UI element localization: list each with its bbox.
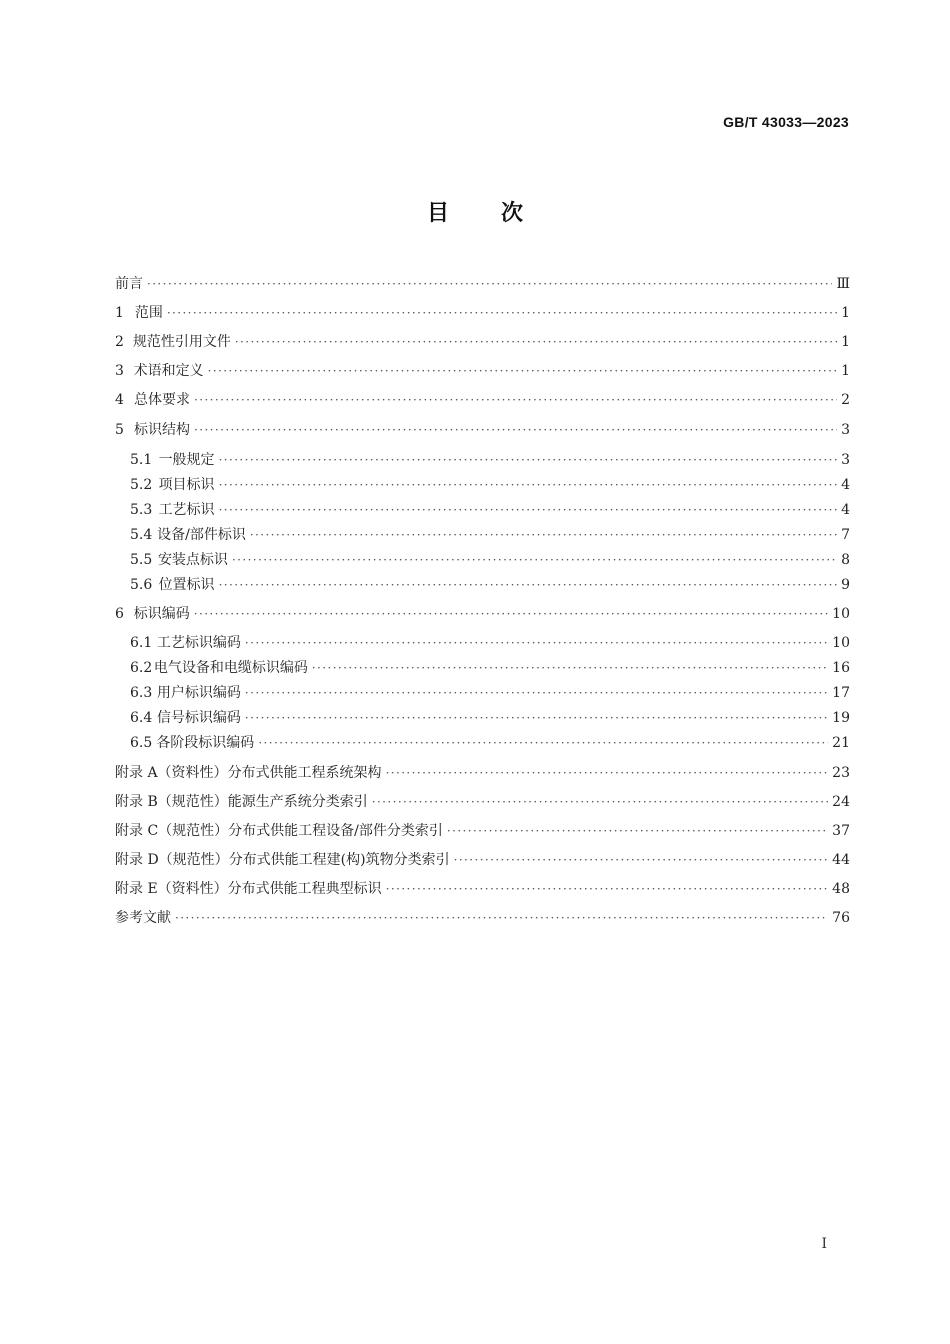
dot-leader: [245, 681, 828, 705]
toc-entry-label: 标识编码: [133, 606, 190, 622]
toc-entry-label: 规范性引用文件: [132, 334, 231, 350]
toc-entry-label: 工艺标识: [158, 502, 215, 518]
toc-entry[interactable]: [130, 523, 850, 547]
toc-entry-number: 6.4: [130, 710, 153, 726]
dot-leader: [235, 330, 837, 354]
toc-entry-number: 附录 B（规范性）: [115, 794, 228, 810]
toc-entry-label: 总体要求: [134, 392, 191, 408]
page-number: I: [821, 1236, 827, 1252]
toc-entry[interactable]: [130, 473, 850, 497]
page-title: 目次: [426, 201, 575, 226]
toc-entry-page: 4: [841, 502, 850, 518]
toc-entry-number: 5.1: [130, 452, 153, 468]
toc-entry-number: 附录 D（规范性）: [115, 852, 229, 868]
dot-leader: [447, 819, 828, 843]
toc-entry[interactable]: [115, 761, 850, 785]
toc-entry-number: 5.3: [130, 502, 153, 518]
toc-entry-label: 标识结构: [134, 422, 191, 438]
toc-entry-page: 44: [832, 852, 850, 868]
toc-entry-page: 9: [841, 577, 850, 593]
toc-entry-label: 安装点标识: [157, 552, 228, 568]
dot-leader: [312, 656, 828, 680]
toc-entry[interactable]: [115, 330, 850, 354]
toc-entry-number: 附录 E（资料性）: [115, 881, 228, 897]
toc-entry-number: 2: [115, 334, 124, 350]
dot-leader: [232, 548, 837, 572]
dot-leader: [194, 418, 837, 442]
toc-entry[interactable]: [115, 388, 850, 412]
toc-entry[interactable]: [115, 359, 850, 383]
toc-entry-label: 分布式供能工程系统架构: [227, 765, 382, 781]
toc-entry-label: 分布式供能工程典型标识: [227, 881, 382, 897]
dot-leader: [219, 573, 838, 597]
toc-entry-label: 分布式供能工程设备/部件分类索引: [228, 823, 443, 839]
toc-entry-number: 3: [115, 363, 124, 379]
dot-leader: [250, 523, 837, 547]
toc-entry-page: 3: [841, 422, 850, 438]
dot-leader: [175, 906, 828, 930]
toc-entry-page: 19: [832, 710, 850, 726]
toc-entry[interactable]: [115, 272, 850, 296]
toc-entry-page: 1: [841, 363, 850, 379]
toc-entry-page: 7: [841, 527, 850, 543]
toc-entry-number: 1: [115, 305, 124, 321]
toc-entry-number: 5: [115, 422, 124, 438]
dot-leader: [194, 388, 837, 412]
toc-entry-label: 术语和定义: [133, 363, 204, 379]
toc-entry-page: 21: [832, 735, 850, 751]
toc-entry-label: 范围: [134, 305, 163, 321]
toc-entry-number: 6.5: [130, 735, 153, 751]
toc-entry-page: Ⅲ: [836, 276, 850, 292]
toc-entry[interactable]: [115, 790, 850, 814]
toc-entry-page: 24: [832, 794, 850, 810]
dot-leader: [245, 706, 828, 730]
toc-entry[interactable]: [130, 498, 850, 522]
toc-entry[interactable]: [115, 848, 850, 872]
toc-entry-number: 4: [115, 392, 124, 408]
toc-entry-page: 1: [841, 334, 850, 350]
dot-leader: [219, 448, 838, 472]
toc-entry-page: 17: [832, 685, 850, 701]
dot-leader: [219, 473, 838, 497]
toc-entry-label: 项目标识: [158, 477, 215, 493]
toc-entry-page: 16: [832, 660, 850, 676]
toc-entry-label: 各阶段标识编码: [156, 735, 255, 751]
toc-entry-label: 位置标识: [158, 577, 215, 593]
toc-entry-page: 10: [832, 635, 850, 651]
toc-entry-page: 3: [841, 452, 850, 468]
toc-entry-page: 10: [832, 606, 850, 622]
toc-entry[interactable]: [130, 681, 850, 705]
toc-entry-page: 23: [832, 765, 850, 781]
toc-entry[interactable]: [115, 418, 850, 442]
dot-leader: [258, 731, 828, 755]
dot-leader: [167, 301, 837, 325]
toc-entry[interactable]: [130, 573, 850, 597]
dot-leader: [194, 602, 828, 626]
dot-leader: [208, 359, 837, 383]
toc-entry-label: 前言: [115, 276, 143, 292]
toc-entry[interactable]: [115, 819, 850, 843]
dot-leader: [219, 498, 838, 522]
standard-code: GB/T 43033—2023: [723, 114, 849, 130]
toc-entry-number: 5.6: [130, 577, 153, 593]
toc-entry[interactable]: [115, 906, 850, 930]
toc-entry[interactable]: [130, 548, 850, 572]
toc-entry[interactable]: [130, 706, 850, 730]
dot-leader: [245, 631, 828, 655]
toc-entry-label: 设备/部件标识: [157, 527, 246, 543]
toc-entry-page: 1: [841, 305, 850, 321]
toc-entry-page: 48: [832, 881, 850, 897]
toc-entry-number: 5.2: [130, 477, 153, 493]
dot-leader: [386, 761, 829, 785]
toc-entry[interactable]: [130, 631, 850, 655]
toc-entry[interactable]: [115, 877, 850, 901]
toc-entry-number: 6.1: [130, 635, 153, 651]
toc-entry[interactable]: [130, 731, 850, 755]
toc-entry-label: 能源生产系统分类索引: [227, 794, 368, 810]
toc-entry-number: 附录 A（资料性）: [115, 765, 228, 781]
toc-entry[interactable]: [115, 602, 850, 626]
toc-entry-label: 用户标识编码: [156, 685, 241, 701]
toc-entry-number: 附录 C（规范性）: [115, 823, 229, 839]
toc-entry[interactable]: [115, 301, 850, 325]
toc-entry-number: 6: [115, 606, 124, 622]
toc-entry[interactable]: [130, 448, 850, 472]
toc-entry-page: 37: [832, 823, 850, 839]
toc-entry-page: 8: [841, 552, 850, 568]
toc-entry-label: 工艺标识编码: [156, 635, 241, 651]
toc-entry-label: 参考文献: [115, 910, 171, 926]
toc-entry-number: 5.4: [130, 527, 153, 543]
toc-entry-label: 分布式供能工程建(构)筑物分类索引: [228, 852, 450, 868]
toc-entry-number: 6.2: [130, 660, 153, 676]
dot-leader: [386, 877, 829, 901]
toc-entry-label: 信号标识编码: [156, 710, 241, 726]
toc-entry-page: 4: [841, 477, 850, 493]
toc-entry-label: 一般规定: [158, 452, 215, 468]
toc-entry-label: 电气设备和电缆标识编码: [153, 660, 308, 676]
toc-entry-page: 76: [832, 910, 850, 926]
dot-leader: [454, 848, 829, 872]
toc-entry-number: 6.3: [130, 685, 153, 701]
dot-leader: [372, 790, 828, 814]
toc-entry[interactable]: [130, 656, 850, 680]
toc-entry-page: 2: [841, 392, 850, 408]
dot-leader: [147, 272, 832, 296]
toc-entry-number: 5.5: [130, 552, 153, 568]
